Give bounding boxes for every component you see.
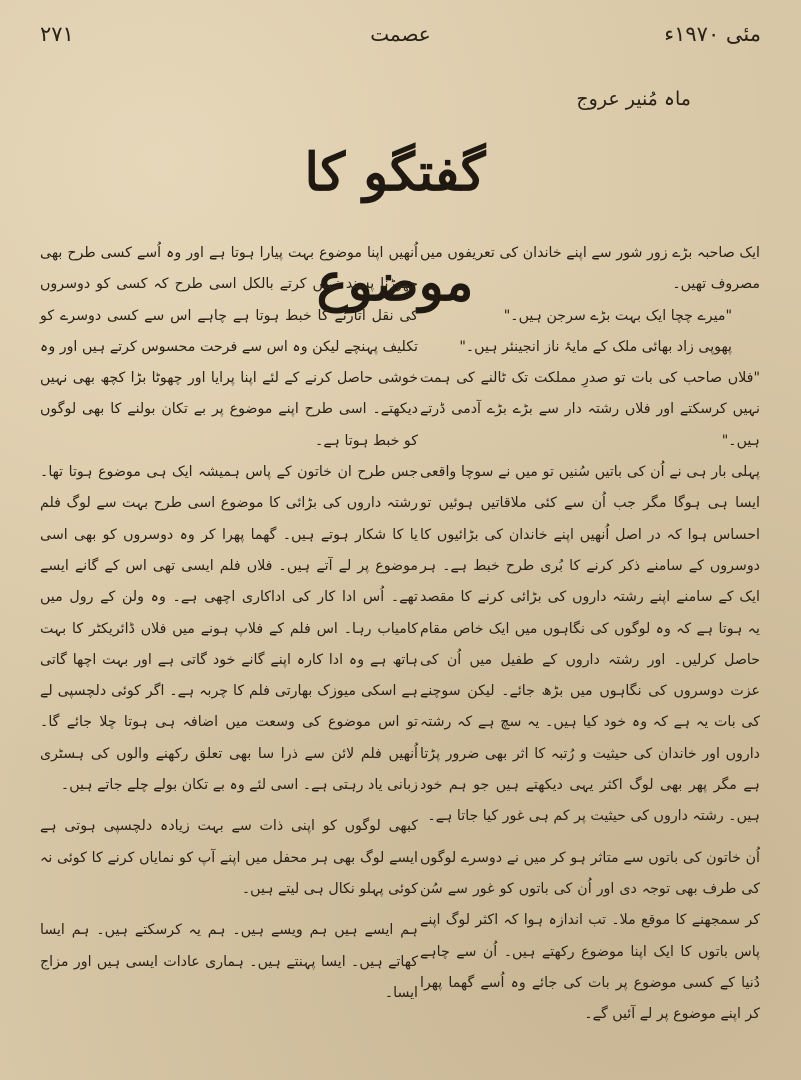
page-number: ۲۷۱ — [40, 22, 74, 46]
article-title: گفتگو کا موضوع — [304, 142, 486, 313]
paragraph: پہلی بار ہی نے اُن کی باتیں سُنیں تو میں نے سوچا واقعی ایسا ہی ہوگا مگر جب اُن سے کئی ملاقاتیں ہوئیں تو احساس ہوا کہ در اصل اُنھیں اپنے خاندان کی بڑائیوں کا دوسروں کے سامنے ذکر کرنے کا بُری طرح خبط ہے۔ ہر ایک کے سامنے اپنے رشتہ داروں کی بڑائی کرنے کا مقصد یہ ہوتا ہے کہ وہ لوگوں کی نگاہوں میں ایک خاص مقام حاصل کرلیں۔ اور رشتہ داروں کے طفیل میں اُن کی عزت دوسروں کی نگاہوں میں بڑھ جائے۔ لیکن سوچنے کی بات یہ ہے کہ وہ خود کیا ہیں۔ یہ سچ ہے کہ رشتہ داروں اور خاندان کی حیثیت و رُتبہ کا اثر بھی ضرور پڑتا ہے مگر پھر بھی لوگ اکثر یہی دیکھتے ہیں جو ہم خود ہیں۔ رشتہ داروں کی حیثیت پر کم ہی غور کیا جاتا ہے۔ — [420, 464, 760, 825]
paragraph: اُن خاتون کی باتوں سے متاثر ہو کر میں نے دوسرے لوگوں کی طرف بھی توجہ دی اور اُن کی باتوں کو غور سے سُن کر سمجھنے کا موقع ملا۔ تب اندازہ ہوا کہ اکثر لوگ اپنے پاس باتوں کا ایک اپنا موضوع رکھتے ہیں۔ اُن سے چاہے دُنیا کے کسی موضوع پر بات کی جائے وہ اُسے گھما پھرا کر اپنے موضوع پر لے آئیں گے۔ — [420, 849, 760, 1023]
magazine-name: عصمت — [370, 22, 431, 46]
paragraph: اُنھیں اپنا موضوع بہت پیارا ہوتا ہے اور وہ اُسے کسی طرح بھی چھوڑنا پسند نہیں کرتے بالکل اسی طرح کہ کسی کو دوسروں کی نقل اُتارنے کا خبط ہوتا ہے چاہے اس سے کسی دوسرے کو تکلیف پہنچے لیکن وہ اس سے فرحت محسوس کرتے ہیں اور وہ خوشی حاصل کرنے کے لئے اپنا پرایا اور چھوٹا بڑا کچھ بھی نہیں دیکھتے۔ اسی طرح اپنے موضوع پر بے تکان بولنے کا بھی لوگوں کو خبط ہوتا ہے۔ — [40, 245, 418, 449]
quote-line: پھوپی زاد بھائی ملک کے مایۂ ناز انجینئر ہیں۔" — [459, 338, 732, 355]
paragraph: جس طرح ان خاتون کے پاس ہمیشہ ایک ہی موضوع ہوتا تھا۔ رشتہ داروں کی بڑائی کا موضوع اسی طرح بہت سے لوگ فلم یا کا شکار ہوتے ہیں۔ گھما پھرا کر وہ دوسروں کو بھی اسی موضوع پر لے آتے ہیں۔ فلاں فلم ایسی تھی اس کے گانے ایسے تھے۔ اُس ادا کار کی اداکاری اچھی ہے۔ وہ ولن کے رول میں کامیاب رہا۔ اس فلم کے فلاپ ہونے میں فلاں ڈائریکٹر کا بہت ہاتھ ہے وہ ادا کارہ اپنے گانے خود گاتی ہے اور بہت اچھا گاتی ہے اسکی میوزک بھارتی فلم کا چربہ ہے۔ اگر کوئی دلچسپی لے تو اس موضوع کی وسعت میں اضافہ ہی ہوتا چلا جائے گا۔ اُنھیں فلم لائن سے ذرا سا بھی تعلق رکھنے والوں کی ہسٹری زبانی یاد رہتی ہے۔ اسی لئے وہ بے تکان بولے چلے جاتے ہیں۔ — [40, 464, 418, 794]
issue-date: مئی ۱۹۷۰ء — [664, 22, 761, 46]
text-column-left — [40, 238, 418, 1009]
quote-line: "فلاں صاحب کی بات تو صدرِ مملکت تک ٹالنے کی ہمت نہیں کرسکتے اور فلاں رشتہ دار سے بڑے بڑے آدمی ڈرتے ہیں۔" — [420, 370, 760, 449]
paragraph: ہم ایسے ہیں ہم ویسے ہیں۔ ہم یہ کرسکتے ہیں۔ ہم ایسا کھاتے ہیں۔ ایسا پہنتے ہیں۔ ہماری عادات ایسی ہیں اور مزاج ایسا۔ — [40, 922, 418, 1001]
quote-line: "میرے چچا ایک بہت بڑے سرجن ہیں۔" — [503, 307, 732, 324]
author-byline: ماہ مُنیر عروج — [576, 88, 691, 110]
text-column-right — [420, 238, 760, 1030]
paragraph: کبھی لوگوں کو اپنی ذات سے بہت زیادہ دلچسپی ہوتی ہے ایسے لوگ بھی ہر محفل میں اپنے آپ کو نمایاں کرنے کا کوئی نہ کوئی پہلو نکال ہی لیتے ہیں۔ — [40, 818, 418, 897]
running-header — [40, 22, 761, 54]
paragraph: ایک صاحبہ بڑے زور شور سے اپنے خاندان کی تعریفوں میں مصروف تھیں۔ — [420, 245, 760, 293]
